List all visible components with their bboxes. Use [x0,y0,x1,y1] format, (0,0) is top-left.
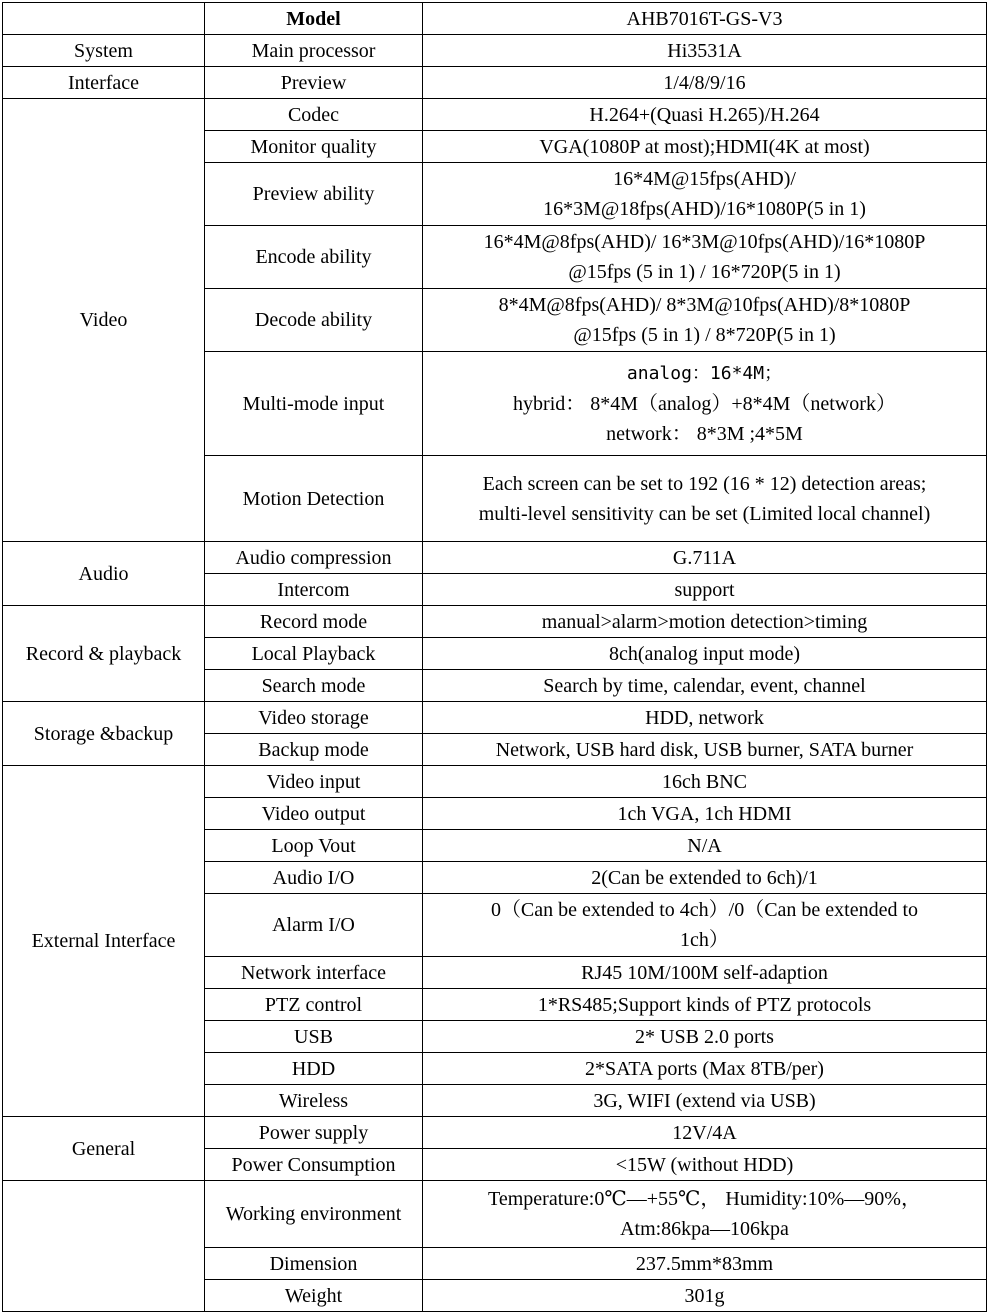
value-cell: Hi3531A [423,35,987,67]
category-cell: Video [3,99,205,542]
table-row [3,35,987,67]
category-cell: General [3,1117,205,1181]
value-cell [423,894,987,957]
feature-cell: Video input [205,766,423,798]
value-line: Temperature:0℃—+55℃， Humidity:10%—90%， [488,1188,921,1210]
table-row [3,1117,987,1149]
category-cell: Record & playback [3,606,205,702]
table-row [3,1181,987,1248]
feature-cell: Codec [205,99,423,131]
feature-cell: Backup mode [205,734,423,766]
value-cell: 1ch VGA, 1ch HDMI [423,798,987,830]
feature-cell: Alarm I/O [205,894,423,957]
category-cell: External Interface [3,766,205,1117]
value-cell: HDD, network [423,702,987,734]
value-line: multi-level sensitivity can be set (Limited local channel) [478,502,931,525]
feature-cell: Model [205,3,423,35]
table-row [3,606,987,638]
feature-cell: Decode ability [205,289,423,352]
table-row [3,67,987,99]
category-cell [3,3,205,35]
value-cell: 12V/4A [423,1117,987,1149]
value-cell: <15W (without HDD) [423,1149,987,1181]
feature-cell: Preview ability [205,163,423,226]
value-line: @15fps (5 in 1) / 16*720P(5 in 1) [568,261,841,283]
feature-cell: Wireless [205,1085,423,1117]
feature-cell: Multi-mode input [205,352,423,456]
feature-cell: Main processor [205,35,423,67]
category-cell: Interface [3,67,205,99]
value-cell: 301g [423,1280,987,1312]
value-cell: G.711A [423,542,987,574]
value-cell: VGA(1080P at most);HDMI(4K at most) [423,131,987,163]
feature-cell: Power Consumption [205,1149,423,1181]
feature-cell: Video storage [205,702,423,734]
value-line: hybrid： 8*4M（analog）+8*4M（network） [513,392,896,415]
value-cell: 8ch(analog input mode) [423,638,987,670]
feature-cell: Encode ability [205,226,423,289]
feature-cell: Video output [205,798,423,830]
value-cell: 2(Can be extended to 6ch)/1 [423,862,987,894]
value-cell [423,163,987,226]
category-cell: System [3,35,205,67]
feature-cell: Search mode [205,670,423,702]
value-cell: 1/4/8/9/16 [423,67,987,99]
feature-cell: Motion Detection [205,456,423,542]
value-cell: 1*RS485;Support kinds of PTZ protocols [423,989,987,1021]
value-cell: manual>alarm>motion detection>timing [423,606,987,638]
feature-cell: Record mode [205,606,423,638]
spec-table [2,2,987,1312]
value-line: network： 8*3M ;4*5M [606,422,803,445]
value-cell: 2*SATA ports (Max 8TB/per) [423,1053,987,1085]
value-line: 0（Can be extended to 4ch）/0（Can be extended to [490,899,919,921]
feature-cell: Working environment [205,1181,423,1248]
value-cell: Search by time, calendar, event, channel [423,670,987,702]
feature-cell: Network interface [205,957,423,989]
feature-cell: Local Playback [205,638,423,670]
value-line: 16*3M@18fps(AHD)/16*1080P(5 in 1) [543,198,866,220]
value-cell: N/A [423,830,987,862]
feature-cell: Preview [205,67,423,99]
value-cell: 16ch BNC [423,766,987,798]
value-line: 1ch） [680,929,729,951]
feature-cell: Monitor quality [205,131,423,163]
feature-cell: Audio compression [205,542,423,574]
value-cell [423,352,987,456]
value-cell [423,1181,987,1248]
value-cell: 2* USB 2.0 ports [423,1021,987,1053]
value-line: 8*4M@8fps(AHD)/ 8*3M@10fps(AHD)/8*1080P [498,294,911,316]
value-cell [423,456,987,542]
table-row [3,702,987,734]
value-cell: H.264+(Quasi H.265)/H.264 [423,99,987,131]
feature-cell: PTZ control [205,989,423,1021]
value-line: Each screen can be set to 192 (16 * 12) detection areas; [482,472,927,495]
feature-cell: Intercom [205,574,423,606]
table-row [3,542,987,574]
category-cell: Audio [3,542,205,606]
feature-cell: Dimension [205,1248,423,1280]
value-cell: RJ45 10M/100M self-adaption [423,957,987,989]
value-line: 16*4M@8fps(AHD)/ 16*3M@10fps(AHD)/16*1080P [483,231,926,253]
value-cell [423,289,987,352]
value-line: @15fps (5 in 1) / 8*720P(5 in 1) [573,324,836,346]
value-cell [423,226,987,289]
value-line: analog：16*4M； [626,362,783,384]
value-line: 16*4M@15fps(AHD)/ [613,168,796,190]
value-cell: support [423,574,987,606]
table-row [3,99,987,131]
table-row [3,766,987,798]
feature-cell: Audio I/O [205,862,423,894]
feature-cell: HDD [205,1053,423,1085]
value-cell: AHB7016T-GS-V3 [423,3,987,35]
value-cell: Network, USB hard disk, USB burner, SATA burner [423,734,987,766]
value-cell: 3G, WIFI (extend via USB) [423,1085,987,1117]
category-cell [3,1181,205,1312]
value-cell: 237.5mm*83mm [423,1248,987,1280]
category-cell: Storage &backup [3,702,205,766]
feature-cell: Loop Vout [205,830,423,862]
feature-cell: Power supply [205,1117,423,1149]
feature-cell: Weight [205,1280,423,1312]
value-line: Atm:86kpa—106kpa [620,1218,789,1240]
feature-cell: USB [205,1021,423,1053]
table-row [3,3,987,35]
